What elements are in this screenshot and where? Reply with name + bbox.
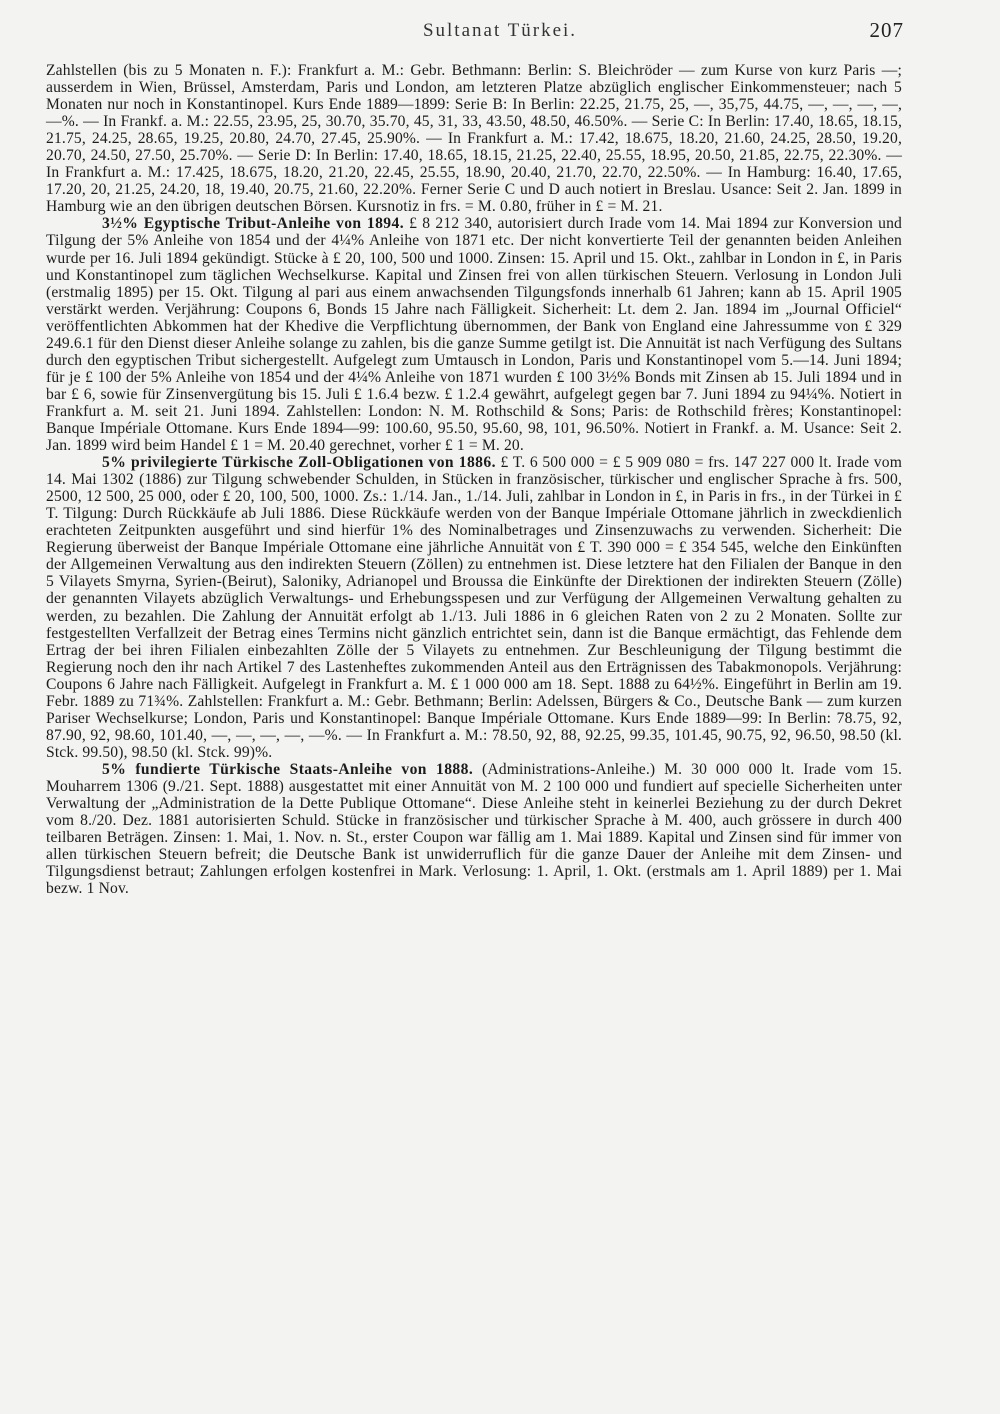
section-heading: 3½% Egyptische Tribut-Anleihe von 1894. xyxy=(102,215,404,233)
paragraph-zoll-obligationen-1886 xyxy=(46,454,902,761)
paragraph-zahlstellen-kurse xyxy=(46,62,902,215)
paragraph-text: Zahlstellen (bis zu 5 Monaten n. F.): Frankfurt a. M.: Gebr. Bethmann: Berlin: S. Bleichröder — zum Kurse von kurz Paris —; ausserdem in Wien, Brüssel, Amsterdam, Paris und London, am letzteren Platze abzüglich englischer Einkommensteuer; nach 5 Monaten nur noch in Konstantinopel. Kurs Ende 1889—1899: Serie B: In Berlin: 22.25, 21.75, 25, —, 35,75, 44.75, —, —, —, —, —%. — In Frankf. a. M.: 22.55, 23.95, 25, 30.70, 35.70, 45, 31, 33, 43.50, 48.50, 46.50%. — Serie C: In Berlin: 17.40, 18.65, 18.15, 21.75, 24.25, 28.65, 19.25, 20.80, 24.70, 27.45, 25.90%. — In Frankfurt a. M.: 17.42, 18.675, 18.20, 21.60, 24.25, 28.50, 19.20, 20.70, 24.50, 27.50, 25.70%. — Serie D: In Berlin: 17.40, 18.65, 18.15, 21.25, 22.40, 25.55, 18.95, 20.50, 21.85, 22.75, 22.30%. — In Frankfurt a. M.: 17.425, 18.675, 18.20, 21.20, 22.45, 25.55, 18.90, 20.40, 21.70, 22.70, 22.50%. — In Hamburg: 16.40, 17.65, 17.20, 20, 21.25, 24.20, 18, 19.40, 20.75, 21.60, 22.20%. Ferner Serie C und D auch notiert in Breslau. Usance: Seit 2. Jan. 1899 in Hamburg wie an den übrigen deutschen Börsen. Kursnotiz in frs. = M. 0.80, früher in £ = M. 21. xyxy=(46,62,902,216)
paragraph-text: (Administrations-Anleihe.) M. 30 000 000 lt. Irade vom 15. Mouharrem 1306 (9./21. Sept. 1888) ausgestattet mit einer Annuität von M. 2 100 000 und fundiert auf specielle Sicherheiten unter Verwaltung der „Administration de la Dette Publique Ottomane“. Diese Anleihe steht in keinerlei Beziehung zu der durch Dekret vom 8./20. Dez. 1881 autorisierten Schuld. Stücke in französischer und türkischer Sprache à M. 400, auch grössere in durch 400 teilbaren Beträgen. Zinsen: 1. Mai, 1. Nov. n. St., erster Coupon war fällig am 1. Mai 1889. Kapital und Zinsen sind für immer von allen türkischen Steuern befreit; die Deutsche Bank ist unwiderruflich für die ganze Dauer der Anleihe mit dem Zinsen- und Tilgungsdienst betraut; Zahlungen erfolgen kostenfrei in Mark. Verlosung: 1. April, 1. Okt. (erstmals am 1. April 1889) per 1. Mai bezw. 1 Nov. xyxy=(46,760,902,898)
section-heading: 5% fundierte Türkische Staats-Anleihe von 1888. xyxy=(102,760,474,778)
body-text xyxy=(46,62,902,897)
paragraph-tribut-anleihe-1894 xyxy=(46,215,902,454)
section-heading: 5% privilegierte Türkische Zoll-Obligationen von 1886. xyxy=(102,454,496,472)
running-title: Sultanat Türkei. xyxy=(422,20,578,41)
page-number: 207 xyxy=(869,18,904,42)
paragraph-staats-anleihe-1888 xyxy=(46,761,902,897)
paragraph-text: £ 8 212 340, autorisiert durch Irade vom 14. Mai 1894 zur Konversion und Tilgung der 5% Anleihe von 1854 und der 4¼% Anleihe von 1871 etc. Der nicht konvertierte Teil der genannten beiden Anleihen wurde per 16. Juli 1894 gekündigt. Stücke à £ 20, 100, 500 und 1000. Zinsen: 15. April und 15. Okt., zahlbar in London in £, in Paris und Konstantinopel zum täglichen Wechselkurse. Kapital und Zinsen frei von allen türkischen Steuern. Verlosung in London Juli (erstmalig 1895) per 15. Okt. Tilgung al pari aus einem anwachsenden Tilgungsfonds innerhalb 61 Jahren; kann ab 15. April 1905 verstärkt werden. Verjährung: Coupons 6, Bonds 15 Jahre nach Fälligkeit. Sicherheit: Lt. dem 2. Jan. 1894 im „Journal Officiel“ veröffentlichten Abkommen hat der Khedive die Verpflichtung übernommen, der Bank von England eine Jahressumme von £ 329 249.6.1 für den Dienst dieser Anleihe solange zu zahlen, bis die ganze Summe getilgt ist. Die Annuität ist nach Verfügung des Sultans durch den egyptischen Tribut sichergestellt. Aufgelegt zum Umtausch in London, Paris und Konstantinopel vom 5.—14. Juni 1894; für je £ 100 der 5% Anleihe von 1854 und der 4¼% Anleihe von 1871 wurden £ 100 3½% Bonds mit Zinsen ab 15. Juli 1894 und in bar £ 6, sowie für Zinsenvergütung bis 15. Juli £ 1.6.4 bezw. £ 1.2.4 gewährt, aufgelegt gegen bar 7. Juni 1894 zu 94¼%. Notiert in Frankfurt a. M. seit 21. Juni 1894. Zahlstellen: London: N. M. Rothschild & Sons; Paris: de Rothschild frères; Konstantinopel: Banque Impériale Ottomane. Kurs Ende 1894—99: 100.60, 95.50, 95.60, 98, 101, 96.50%. Notiert in Frankf. a. M. Usance: Seit 2. Jan. 1899 wird beim Handel £ 1 = M. 20.40 gerechnet, vorher £ 1 = M. 20. xyxy=(46,215,902,455)
paragraph-text: £ T. 6 500 000 = £ 5 909 080 = frs. 147 227 000 lt. Irade vom 14. Mai 1302 (1886) zur Tilgung schwebender Schulden, in Stücken in französischer, türkischer und englischer Sprache à frs. 500, 2500, 12 500, 25 000, oder £ 20, 100, 500, 1000. Zs.: 1./14. Jan., 1./14. Juli, zahlbar in London in £, in Paris in frs., in der Türkei in £ T. Tilgung: Durch Rückkäufe ab Juli 1886. Diese Rückkäufe werden von der Banque Impériale Ottomane jährlich in zweckdienlich erachteten Zeitpunkten ausgeführt und sind hierfür 1% des Nominalbetrages und Zinsenzuwachs zu verwenden. Sicherheit: Die Regierung überweist der Banque Impériale Ottomane eine jährliche Annuität von £ T. 390 000 = £ 354 545, welche den Einkünften der Allgemeinen Verwaltung aus den indirekten Steuern (Zöllen) zu entnehmen ist. Diese letztere hat den Filialen der Banque in den 5 Vilayets Smyrna, Syrien-(Beirut), Saloniky, Adrianopel und Broussa die Einkünfte der Direktionen der indirekten Steuern (Zölle) der genannten Vilayets abzüglich Verwaltungs- und Erhebungsspesen und zur Verfügung der Allgemeinen Verwaltung gehalten zu werden, zu bezahlen. Die Zahlung der Annuität erfolgt ab 1./13. Juli 1886 in 6 gleichen Raten von 2 zu 2 Monaten. Sollte zur festgestellten Verfallzeit der Betrag eines Termins nicht gänzlich entrichtet sein, dann ist die Banque ermächtigt, das Fehlende dem Ertrag der bei ihren Filialen einbezahlten Zölle der 5 Vilayets zu entnehmen. Zur Beschleunigung der Tilgung bestimmt die Regierung noch den ihr nach Artikel 7 des Lastenheftes zukommenden Anteil aus den Erträgnissen des Tabakmonopols. Verjährung: Coupons 6 Jahre nach Fälligkeit. Aufgelegt in Frankfurt a. M. £ 1 000 000 am 18. Sept. 1888 zu 64½%. Eingeführt in Berlin am 19. Febr. 1889 zu 71¾%. Zahlstellen: Frankfurt a. M.: Gebr. Bethmann; Berlin: Adelssen, Bürgers & Co., Deutsche Bank — zum kurzen Pariser Wechselkurse; London, Paris und Konstantinopel: Banque Impériale Ottomane. Kurs Ende 1889—99: In Berlin: 78.75, 92, 87.90, 92, 98.60, 101.40, —, —, —, —, —%. — In Frankfurt a. M.: 78.50, 92, 88, 92.25, 99.35, 101.45, 90.75, 92, 96.50, 98.50 (kl. Stck. 99.50), 98.50 (kl. Stck. 99)%. xyxy=(46,454,902,761)
